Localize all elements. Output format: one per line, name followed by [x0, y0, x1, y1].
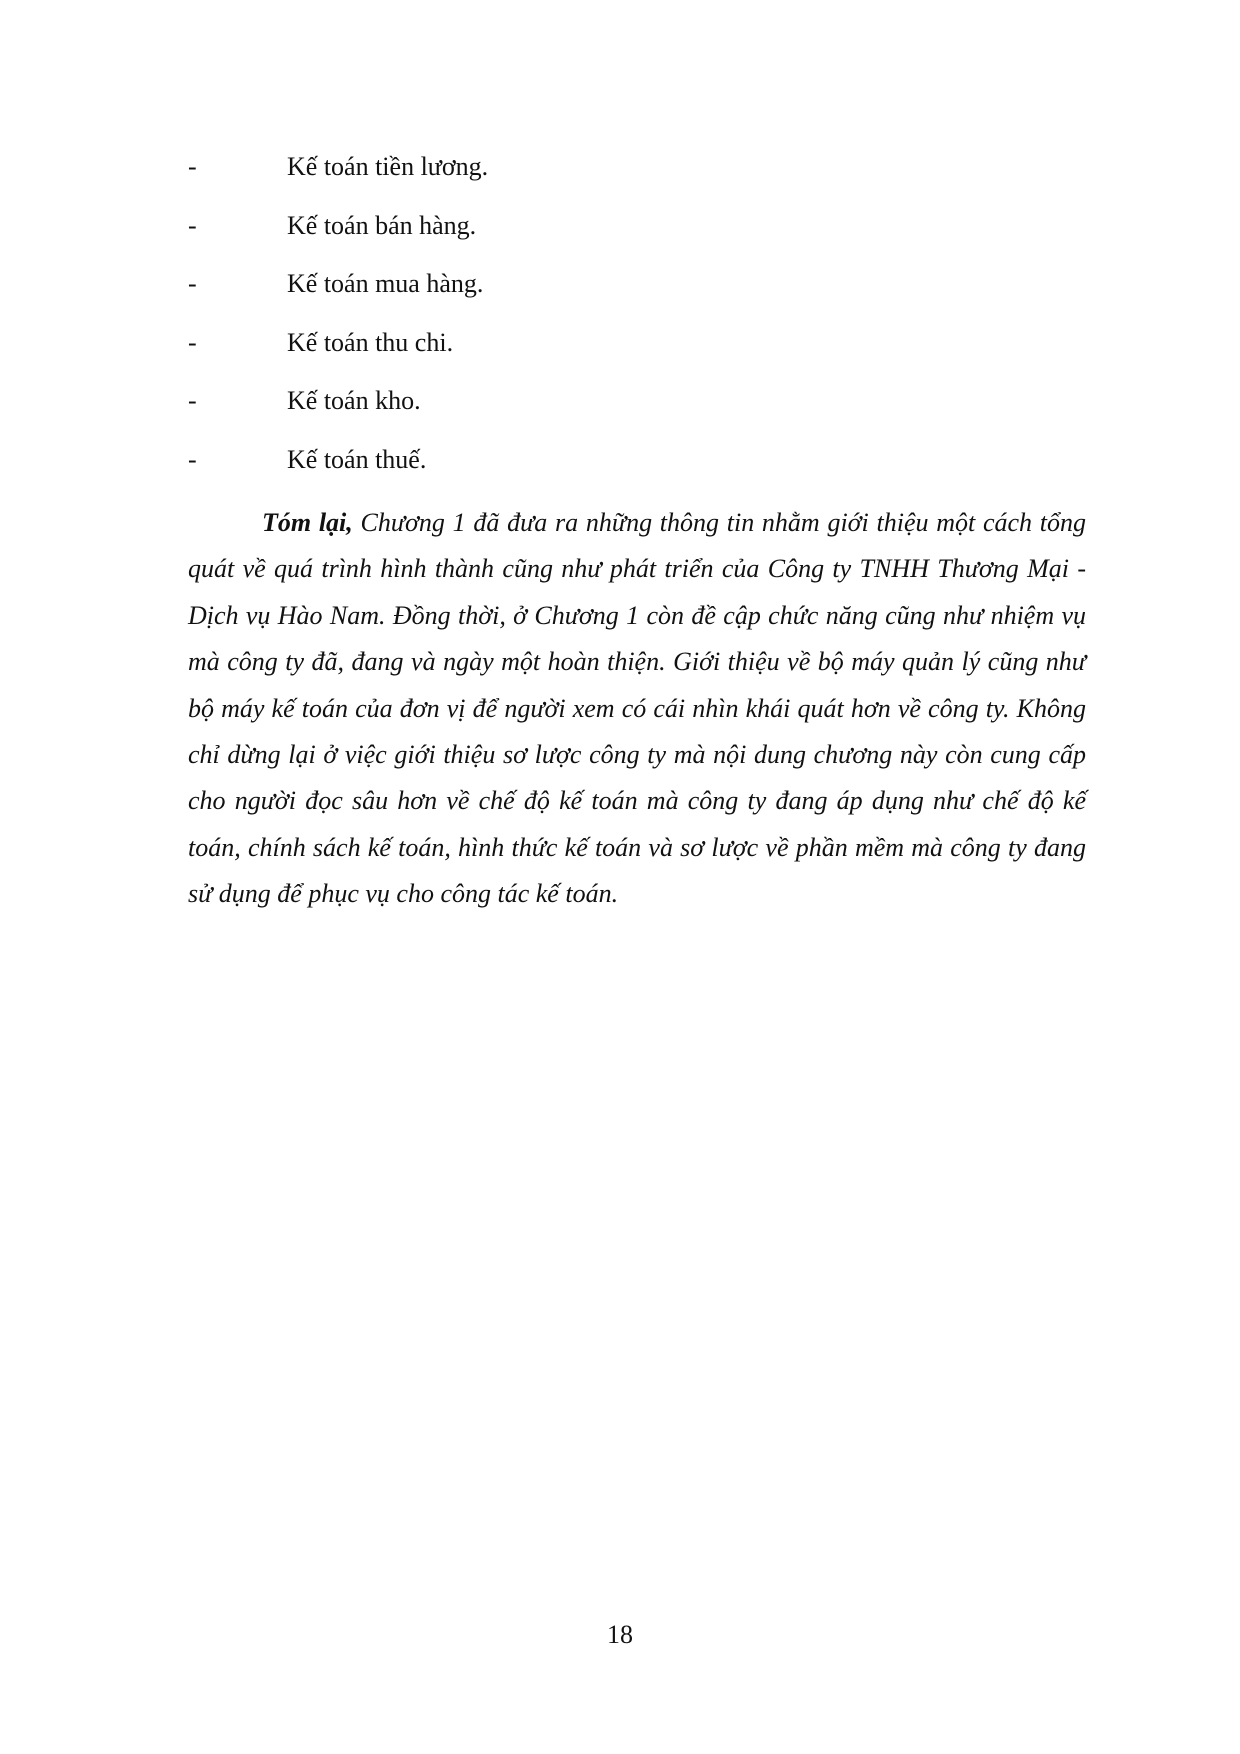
list-item-text: Kế toán thu chi.	[287, 327, 454, 357]
list-item	[188, 206, 1088, 265]
accounting-roles-list	[188, 147, 1088, 498]
list-item-text: Kế toán mua hàng.	[287, 269, 484, 298]
list-item-text: Kế toán thuế.	[287, 444, 427, 474]
summary-body: Chương 1 đã đưa ra những thông tin nhằm giới thiệu một cách tổng quát về quá trình hình thành cũng như phát triển của Công ty TNHH Thương Mại - Dịch vụ Hào Nam. Đồng thời, ở Chương 1 còn đề cập chức năng cũng như nhiệm vụ mà công ty đã, đang và ngày một hoàn thiện. Giới thiệu về bộ máy quản lý cũng như bộ máy kế toán của đơn vị để người xem có cái nhìn khái quát hơn về công ty. Không chỉ dừng lại ở việc giới thiệu sơ lược công ty mà nội dung chương này còn cung cấp cho người đọc sâu hơn về chế độ kế toán mà công ty đang áp dụng như chế độ kế toán, chính sách kế toán, hình thức kế toán và sơ lược về phần mềm mà công ty đang sử dụng để phục vụ cho công tác kế toán.	[188, 508, 1086, 909]
list-marker: -	[188, 269, 197, 298]
page-number: 18	[607, 1620, 633, 1649]
list-item	[188, 381, 1088, 440]
list-item-text: Kế toán kho.	[287, 386, 421, 415]
list-marker: -	[188, 210, 197, 240]
summary-paragraph	[188, 500, 1086, 918]
list-item-text: Kế toán tiền lương.	[287, 152, 489, 181]
list-marker: -	[188, 386, 197, 415]
list-item-text: Kế toán bán hàng.	[287, 210, 477, 240]
list-item	[188, 264, 1088, 323]
list-item	[188, 440, 1088, 499]
summary-lead: Tóm lại,	[262, 508, 353, 537]
list-marker: -	[188, 444, 197, 474]
list-item	[188, 323, 1088, 382]
list-item	[188, 147, 1088, 206]
list-marker: -	[188, 327, 197, 357]
list-marker: -	[188, 152, 197, 181]
